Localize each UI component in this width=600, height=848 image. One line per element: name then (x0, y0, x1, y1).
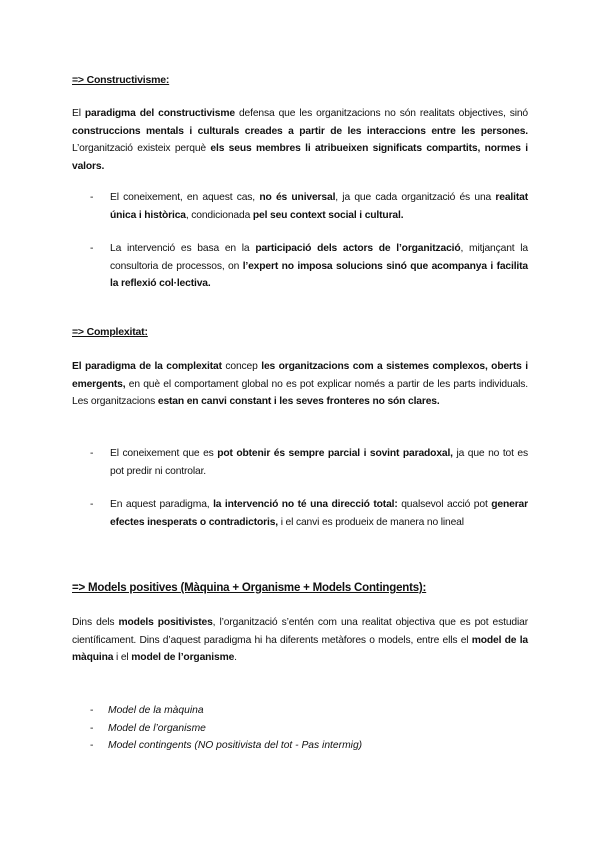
heading-models: => Models positives (Màquina + Organisme + Models Contingents): (72, 582, 427, 594)
bold-run: pel seu context social i cultural. (252, 209, 404, 221)
list-item-text: Model de l’organisme (108, 722, 206, 734)
bold-run: pot obtenir és sempre parcial i sovint paradoxal, (217, 448, 453, 459)
text-run: qualsevol acció pot (397, 499, 492, 510)
bullet-text (110, 189, 528, 224)
bullet-text (110, 240, 528, 293)
text-run: , ja que cada organització és una (335, 192, 496, 203)
heading-constructivisme: => Constructivisme: (72, 74, 170, 86)
bullet-dash: - (90, 705, 94, 716)
bold-run: model de la màquina (72, 634, 528, 663)
heading-complexitat: => Complexitat: (72, 326, 148, 338)
bullet-dash: - (90, 243, 94, 254)
text-run: El (72, 108, 85, 119)
bold-run: construccions mentals i culturals creades a partir de les interaccions entre les persones. (72, 125, 528, 137)
bold-run: El paradigma de la complexitat (72, 361, 222, 372)
paragraph-complexitat (72, 358, 528, 411)
text-run: i el (113, 652, 132, 663)
bullet-text (110, 496, 528, 531)
text-run: , condicionada (185, 209, 253, 221)
bullet-text (110, 445, 528, 480)
text-run: La intervenció es basa en la (110, 243, 256, 254)
bold-run: paradigma del constructivisme (84, 108, 235, 119)
text-run: Dins dels (72, 617, 119, 628)
list-item-text: Model contingents (NO positivista del tot - Pas intermig) (108, 740, 363, 751)
text-run: ja que no tot es pot predir ni controlar. (110, 448, 528, 477)
text-run: concep (221, 361, 262, 372)
bold-run: models positivistes (118, 617, 213, 628)
text-run: , mitjançant la consultoria de processos, on (110, 243, 528, 272)
bold-run: la intervenció no té una direcció total: (213, 499, 398, 510)
text-run: El coneixement, en aquest cas, (110, 192, 260, 203)
text-run: , l’organització s’entén com una realitat objectiva que es pot estudiar científicament. Dins d’aquest paradigma hi ha diferents metàfores o models, entre ells el (72, 617, 528, 646)
text-run: en què el comportament global no es pot explicar només a partir de les parts individuals. Les organitzacions (72, 378, 528, 407)
bold-run: no és universal (259, 192, 336, 203)
text-run: En aquest paradigma, (110, 499, 214, 510)
bullet-dash: - (90, 740, 94, 751)
list-item-text: Model de la màquina (108, 705, 204, 716)
text-run: defensa que les organitzacions no són realitats objectives, sinó (234, 108, 529, 119)
bold-run: les organitzacions com a sistemes complexos, oberts i emergents, (72, 361, 528, 390)
bold-run: participació dels actors de l’organització (255, 243, 461, 254)
bullet-dash: - (90, 499, 94, 510)
bold-run: realitat única i històrica (110, 192, 528, 221)
text-run: i el canvi es produeix de manera no lineal (278, 516, 464, 528)
text-run: . (234, 652, 237, 663)
bullet-dash: - (90, 722, 94, 734)
bold-run: estan en canvi constant i les seves fronteres no són clares. (157, 396, 440, 407)
paragraph-models (72, 614, 528, 667)
bold-run: l’expert no imposa solucions sinó que acompanya i facilita la reflexió col·lectiva. (110, 260, 528, 289)
models-list (90, 702, 510, 755)
bold-run: generar efectes inesperats o contradictoris, (110, 499, 528, 528)
bold-run: els seus membres li atribueixen significats compartits, normes i valors. (72, 143, 528, 172)
text-run: L’organització existeix perquè (72, 143, 211, 154)
bold-run: model de l’organisme (131, 652, 235, 663)
bullet-dash: - (90, 192, 94, 203)
list-item (90, 702, 510, 720)
text-run: El coneixement que es (110, 448, 218, 459)
paragraph-constructivisme (72, 105, 528, 175)
list-item (90, 720, 510, 738)
list-item (90, 737, 510, 755)
bullet-dash: - (90, 448, 94, 459)
